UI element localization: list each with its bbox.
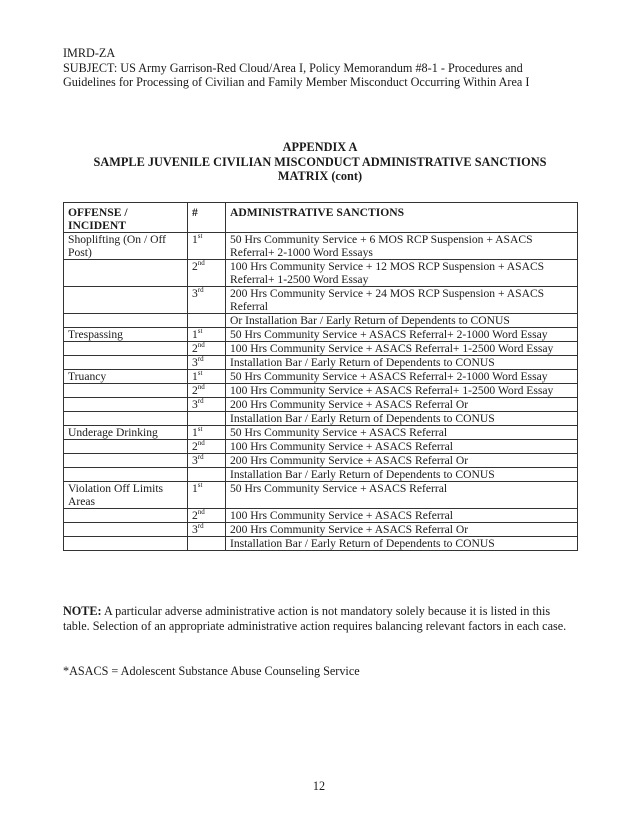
table-row [64, 537, 578, 551]
occurrence-suffix: rd [197, 355, 204, 364]
note-paragraph [63, 604, 573, 633]
offense-cell [64, 398, 188, 412]
offense-cell [64, 523, 188, 537]
offense-cell: Underage Drinking [64, 426, 188, 440]
occurrence-number: 1 [192, 482, 198, 495]
offense-cell [64, 468, 188, 482]
table-row [64, 468, 578, 482]
occurrence-cell [188, 370, 226, 384]
occurrence-cell [188, 426, 226, 440]
sanction-cell: 50 Hrs Community Service + ASACS Referral [226, 426, 578, 440]
occurrence-cell [188, 454, 226, 468]
offense-cell: Truancy [64, 370, 188, 384]
note-text: A particular adverse administrative action is not mandatory solely because it is listed in this table. Selection of an appropriate administrative action requires balancing relevant factors in each case. [63, 604, 567, 633]
sanction-cell: Installation Bar / Early Return of Dependents to CONUS [226, 468, 578, 482]
occurrence-cell [188, 398, 226, 412]
sanction-cell: Installation Bar / Early Return of Dependents to CONUS [226, 537, 578, 551]
sanction-cell: 50 Hrs Community Service + ASACS Referral+ 2-1000 Word Essay [226, 370, 578, 384]
memo-header [63, 46, 583, 90]
occurrence-number: 3 [192, 398, 198, 411]
sanction-cell: 200 Hrs Community Service + ASACS Referral Or [226, 398, 578, 412]
table-row [64, 328, 578, 342]
offense-cell [64, 260, 188, 287]
sanction-cell: 100 Hrs Community Service + ASACS Referral+ 1-2500 Word Essay [226, 342, 578, 356]
occurrence-number: 3 [192, 454, 198, 467]
table-row [64, 233, 578, 260]
sanction-cell: Installation Bar / Early Return of Dependents to CONUS [226, 412, 578, 426]
office-symbol: IMRD-ZA [63, 46, 116, 60]
table-row [64, 426, 578, 440]
offense-cell [64, 342, 188, 356]
occurrence-number: 1 [192, 370, 198, 383]
occurrence-number: 2 [192, 260, 198, 273]
sanction-cell: 50 Hrs Community Service + ASACS Referral+ 2-1000 Word Essay [226, 328, 578, 342]
occurrence-cell [188, 523, 226, 537]
sanction-cell: Or Installation Bar / Early Return of Dependents to CONUS [226, 314, 578, 328]
table-row [64, 509, 578, 523]
number-column-header: # [188, 203, 226, 233]
sanctions-column-header: ADMINISTRATIVE SANCTIONS [226, 203, 578, 233]
occurrence-cell [188, 260, 226, 287]
occurrence-number: 2 [192, 384, 198, 397]
occurrence-cell [188, 314, 226, 328]
sanction-cell: 200 Hrs Community Service + ASACS Referral Or [226, 454, 578, 468]
sanction-cell: 100 Hrs Community Service + ASACS Referral [226, 509, 578, 523]
occurrence-number: 3 [192, 287, 198, 300]
occurrence-number: 2 [192, 440, 198, 453]
occurrence-number: 1 [192, 426, 198, 439]
occurrence-suffix: rd [197, 453, 204, 462]
occurrence-cell [188, 287, 226, 314]
occurrence-cell [188, 440, 226, 454]
table-row [64, 412, 578, 426]
matrix-title: SAMPLE JUVENILE CIVILIAN MISCONDUCT ADMINISTRATIVE SANCTIONS [93, 154, 547, 169]
table-row [64, 260, 578, 287]
sanction-cell: 200 Hrs Community Service + ASACS Referral Or [226, 523, 578, 537]
offense-cell [64, 440, 188, 454]
occurrence-suffix: nd [197, 439, 205, 448]
offense-cell: Shoplifting (On / Off Post) [64, 233, 188, 260]
table-row [64, 370, 578, 384]
table-body [64, 233, 578, 551]
occurrence-cell [188, 328, 226, 342]
offense-cell [64, 412, 188, 426]
occurrence-number: 3 [192, 356, 198, 369]
appendix-label: APPENDIX A [282, 140, 358, 154]
occurrence-suffix: nd [197, 508, 205, 517]
occurrence-cell [188, 356, 226, 370]
table-row [64, 482, 578, 509]
occurrence-suffix: rd [197, 286, 204, 295]
occurrence-number: 3 [192, 523, 198, 536]
offense-cell [64, 537, 188, 551]
occurrence-cell [188, 342, 226, 356]
occurrence-cell [188, 509, 226, 523]
subject-line-1: SUBJECT: US Army Garrison-Red Cloud/Area I, Policy Memorandum #8-1 - Procedures and [63, 60, 523, 75]
sanction-cell: 200 Hrs Community Service + 24 MOS RCP Suspension + ASACS Referral [226, 287, 578, 314]
sanction-cell: 100 Hrs Community Service + ASACS Referral+ 1-2500 Word Essay [226, 384, 578, 398]
offense-cell [64, 314, 188, 328]
table-row [64, 454, 578, 468]
sanctions-matrix-table [63, 202, 578, 551]
occurrence-suffix: nd [197, 383, 205, 392]
sanction-cell: Installation Bar / Early Return of Dependents to CONUS [226, 356, 578, 370]
table-row [64, 314, 578, 328]
occurrence-cell [188, 482, 226, 509]
offense-cell [64, 356, 188, 370]
sanction-cell: 50 Hrs Community Service + 6 MOS RCP Suspension + ASACS Referral+ 2-1000 Word Essays [226, 233, 578, 260]
offense-cell: Trespassing [64, 328, 188, 342]
appendix-title [60, 140, 580, 184]
page-number: 12 [312, 779, 326, 793]
offense-cell [64, 287, 188, 314]
occurrence-cell [188, 412, 226, 426]
occurrence-number: 2 [192, 509, 198, 522]
sanction-cell: 100 Hrs Community Service + 12 MOS RCP Suspension + ASACS Referral+ 1-2500 Word Essay [226, 260, 578, 287]
table-row [64, 342, 578, 356]
table-row [64, 384, 578, 398]
occurrence-cell [188, 384, 226, 398]
occurrence-number: 1 [192, 233, 198, 246]
occurrence-suffix: nd [197, 259, 205, 268]
table-header-row [64, 203, 578, 233]
matrix-subtitle: MATRIX (cont) [277, 169, 363, 183]
offense-column-header: OFFENSE / INCIDENT [64, 203, 188, 233]
table-row [64, 398, 578, 412]
acronym-footnote: *ASACS = Adolescent Substance Abuse Counseling Service [63, 664, 360, 678]
offense-cell [64, 384, 188, 398]
occurrence-cell [188, 537, 226, 551]
subject-line-2: Guidelines for Processing of Civilian and Family Member Misconduct Occurring Within Area I [63, 75, 530, 89]
occurrence-suffix: rd [197, 522, 204, 531]
table-row [64, 356, 578, 370]
occurrence-suffix: st [197, 369, 203, 378]
occurrence-suffix: st [197, 425, 203, 434]
occurrence-suffix: st [197, 232, 203, 241]
table-row [64, 523, 578, 537]
offense-cell [64, 509, 188, 523]
occurrence-cell [188, 233, 226, 260]
occurrence-suffix: rd [197, 397, 204, 406]
offense-cell [64, 454, 188, 468]
occurrence-number: 2 [192, 342, 198, 355]
occurrence-suffix: st [197, 481, 203, 490]
occurrence-suffix: st [197, 327, 203, 336]
sanction-cell: 50 Hrs Community Service + ASACS Referral [226, 482, 578, 509]
table-row [64, 440, 578, 454]
sanction-cell: 100 Hrs Community Service + ASACS Referral [226, 440, 578, 454]
offense-cell: Violation Off Limits Areas [64, 482, 188, 509]
occurrence-cell [188, 468, 226, 482]
occurrence-number: 1 [192, 328, 198, 341]
table-row [64, 287, 578, 314]
note-label: NOTE: [63, 604, 102, 618]
occurrence-suffix: nd [197, 341, 205, 350]
